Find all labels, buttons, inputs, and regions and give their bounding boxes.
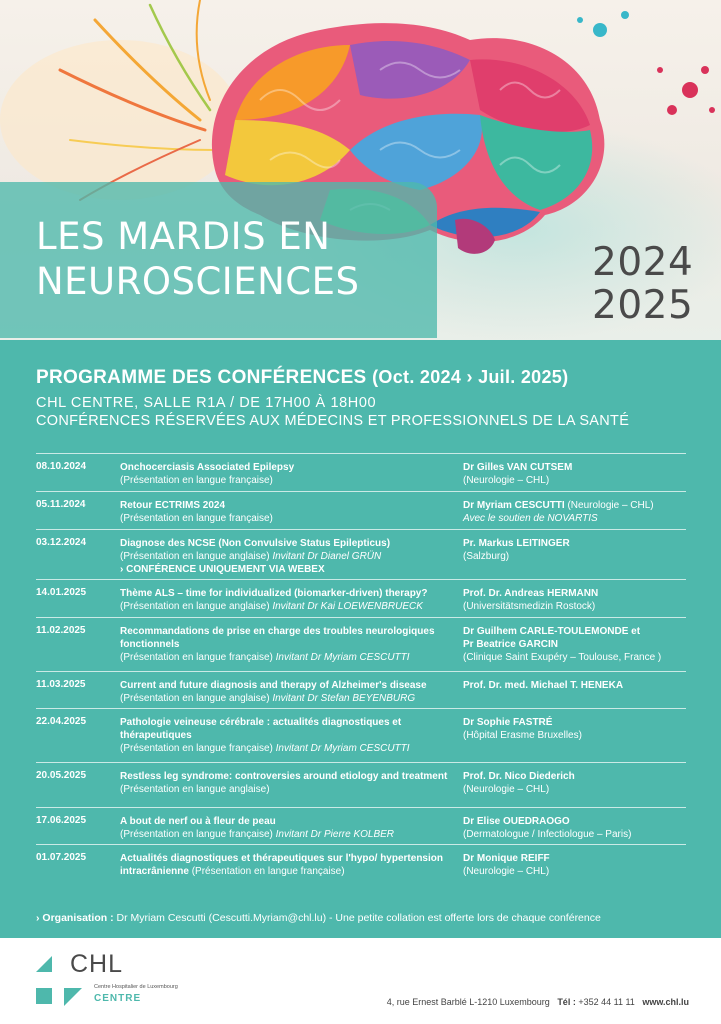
chl-logo-text: CHL (70, 950, 124, 978)
chl-logo-centre: CENTRE (94, 993, 142, 1004)
event-title: Diagnose des NCSE (Non Convulsive Status Epilepticus) (120, 538, 391, 549)
event-body (120, 587, 460, 613)
event-title: Recommandations de prise en charge des troubles neurologiques fonctionnels (120, 626, 435, 650)
speaker-name-2: Pr Beatrice GARCIN (463, 639, 559, 650)
title-line-1: LES MARDIS EN (36, 215, 331, 258)
event-title: Retour ECTRIMS 2024 (120, 500, 226, 511)
chl-logo-icon (36, 956, 66, 1006)
event-date: 03.12.2024 (36, 537, 87, 548)
programme-title (36, 367, 568, 389)
event-language: (Présentation en langue anglaise) (120, 551, 270, 562)
event-invite: Invitant Dr Stefan BEYENBURG (269, 693, 416, 704)
event-language: (Présentation en langue anglaise) (120, 601, 270, 612)
speaker-suffix: (Neurologie – CHL) (564, 500, 654, 511)
event-body (120, 537, 460, 576)
event-title: Onchocerciasis Associated Epilepsy (120, 462, 295, 473)
event-date: 11.02.2025 (36, 625, 86, 636)
event-title: Current and future diagnosis and therapy of Alzheimer's disease (120, 680, 427, 691)
event-title: Restless leg syndrome: controversies around etiology and treatment (120, 771, 448, 782)
footer (0, 938, 721, 1024)
chl-logo-subtitle: Centre Hospitalier de Luxembourg (94, 984, 178, 990)
speaker-affiliation: (Universitätsmedizin Rostock) (463, 601, 596, 612)
event-language: (Présentation en langue française) (120, 513, 273, 524)
speaker-name: Prof. Dr. Andreas HERMANN (463, 588, 599, 599)
event-row (36, 807, 686, 844)
organisation-label: › Organisation : (36, 912, 114, 924)
page-title (36, 214, 436, 304)
event-body (120, 770, 460, 796)
event-body (120, 499, 460, 525)
event-body (120, 852, 460, 878)
year-end: 2025 (592, 283, 694, 328)
event-date: 17.06.2025 (36, 815, 87, 826)
event-body (120, 815, 460, 841)
event-body (120, 716, 460, 755)
chl-logo-accent-icon (64, 988, 82, 1006)
event-title: A bout de nerf ou à fleur de peau (120, 816, 276, 827)
venue: CHL CENTRE, SALLE R1A / DE 17H00 À 18H00 (36, 395, 377, 411)
event-row (36, 708, 686, 762)
organisation-text: Dr Myriam Cescutti (Cescutti.Myriam@chl.lu) - Une petite collation est offerte lors de chaque conférence (113, 912, 601, 924)
speaker-name: Prof. Dr. med. Michael T. HENEKA (463, 680, 624, 691)
event-speaker (463, 815, 693, 841)
event-body (120, 461, 460, 487)
event-date: 11.03.2025 (36, 679, 86, 690)
event-date: 05.11.2024 (36, 499, 86, 510)
event-row (36, 529, 686, 579)
speaker-affiliation: (Hôpital Erasme Bruxelles) (463, 730, 582, 741)
event-speaker (463, 716, 693, 742)
event-language: (Présentation en langue française) (188, 866, 345, 877)
speaker-affiliation: (Dermatologue / Infectiologue – Paris) (463, 829, 632, 840)
events-list (36, 453, 686, 882)
event-speaker (463, 770, 693, 796)
event-speaker (463, 587, 693, 613)
programme-title-text: PROGRAMME DES CONFÉRENCES (36, 367, 367, 388)
event-title: Thème ALS – time for individualized (biomarker-driven) therapy? (120, 588, 428, 599)
audience: CONFÉRENCES RÉSERVÉES AUX MÉDECINS ET PROFESSIONNELS DE LA SANTÉ (36, 413, 630, 429)
event-date: 01.07.2025 (36, 852, 87, 863)
organisation-line (36, 912, 601, 924)
event-date: 14.01.2025 (36, 587, 87, 598)
speaker-name: Prof. Dr. Nico Diederich (463, 771, 575, 782)
speaker-sponsor: Avec le soutien de NOVARTIS (463, 513, 598, 524)
programme-period: (Oct. 2024 › Juil. 2025) (372, 367, 569, 387)
hero-banner (0, 0, 721, 340)
speaker-name: Dr Sophie FASTRÉ (463, 717, 553, 728)
event-body (120, 625, 460, 664)
event-row (36, 491, 686, 529)
event-speaker (463, 537, 693, 563)
event-speaker (463, 852, 693, 878)
event-row (36, 844, 686, 882)
title-line-2: NEUROSCIENCES (36, 260, 360, 303)
speaker-name: Dr Guilhem CARLE-TOULEMONDE et (463, 626, 641, 637)
event-row (36, 453, 686, 491)
tel-number: +352 44 11 11 (575, 997, 635, 1007)
event-date: 08.10.2024 (36, 461, 87, 472)
speaker-affiliation: (Salzburg) (463, 551, 510, 562)
speaker-affiliation: (Neurologie – CHL) (463, 784, 550, 795)
speaker-name: Dr Myriam CESCUTTI (463, 500, 565, 511)
event-row (36, 617, 686, 671)
event-title: Pathologie veineuse cérébrale : actualités diagnostiques et thérapeutiques (120, 717, 402, 741)
event-invite: Invitant Dr Myriam CESCUTTI (272, 743, 410, 754)
event-row (36, 671, 686, 708)
event-language: (Présentation en langue française) (120, 743, 273, 754)
address-text: 4, rue Ernest Barblé L-1210 Luxembourg (386, 997, 550, 1007)
event-speaker (463, 461, 693, 487)
event-row (36, 762, 686, 807)
event-speaker (463, 499, 693, 525)
event-language: (Présentation en langue française) (120, 475, 273, 486)
event-invite: Invitant Dr Dianel GRÜN (269, 551, 382, 562)
speaker-affiliation: (Neurologie – CHL) (463, 475, 550, 486)
speaker-name: Dr Elise OUEDRAOGO (463, 816, 570, 827)
event-invite: Invitant Dr Myriam CESCUTTI (272, 652, 410, 663)
event-speaker (463, 679, 693, 692)
event-date: 20.05.2025 (36, 770, 87, 781)
website-link[interactable]: www.chl.lu (642, 997, 689, 1007)
event-title: Actualités diagnostiques et thérapeutiques sur l'hypo/ hypertension intracrânienne (120, 853, 443, 877)
event-invite: Invitant Dr Pierre KOLBER (272, 829, 395, 840)
event-row (36, 579, 686, 617)
event-body (120, 679, 460, 705)
tel-label: Tél : (557, 997, 576, 1007)
event-language: (Présentation en langue française) (120, 829, 273, 840)
speaker-affiliation: (Neurologie – CHL) (463, 866, 550, 877)
speaker-name: Dr Monique REIFF (463, 853, 550, 864)
year-start: 2024 (592, 240, 694, 285)
event-date: 22.04.2025 (36, 716, 87, 727)
event-invite: Invitant Dr Kai LOEWENBRUECK (269, 601, 423, 612)
event-language: (Présentation en langue anglaise) (120, 693, 270, 704)
speaker-name: Dr Gilles VAN CUTSEM (463, 462, 573, 473)
programme-section (0, 340, 721, 938)
event-webex-note: › CONFÉRENCE UNIQUEMENT VIA WEBEX (120, 564, 325, 575)
event-language: (Présentation en langue française) (120, 652, 273, 663)
event-language: (Présentation en langue anglaise) (120, 784, 270, 795)
contact-address (387, 997, 689, 1007)
event-speaker (463, 625, 693, 664)
speaker-name: Pr. Markus LEITINGER (463, 538, 570, 549)
speaker-affiliation: (Clinique Saint Exupéry – Toulouse, France ) (463, 652, 662, 663)
